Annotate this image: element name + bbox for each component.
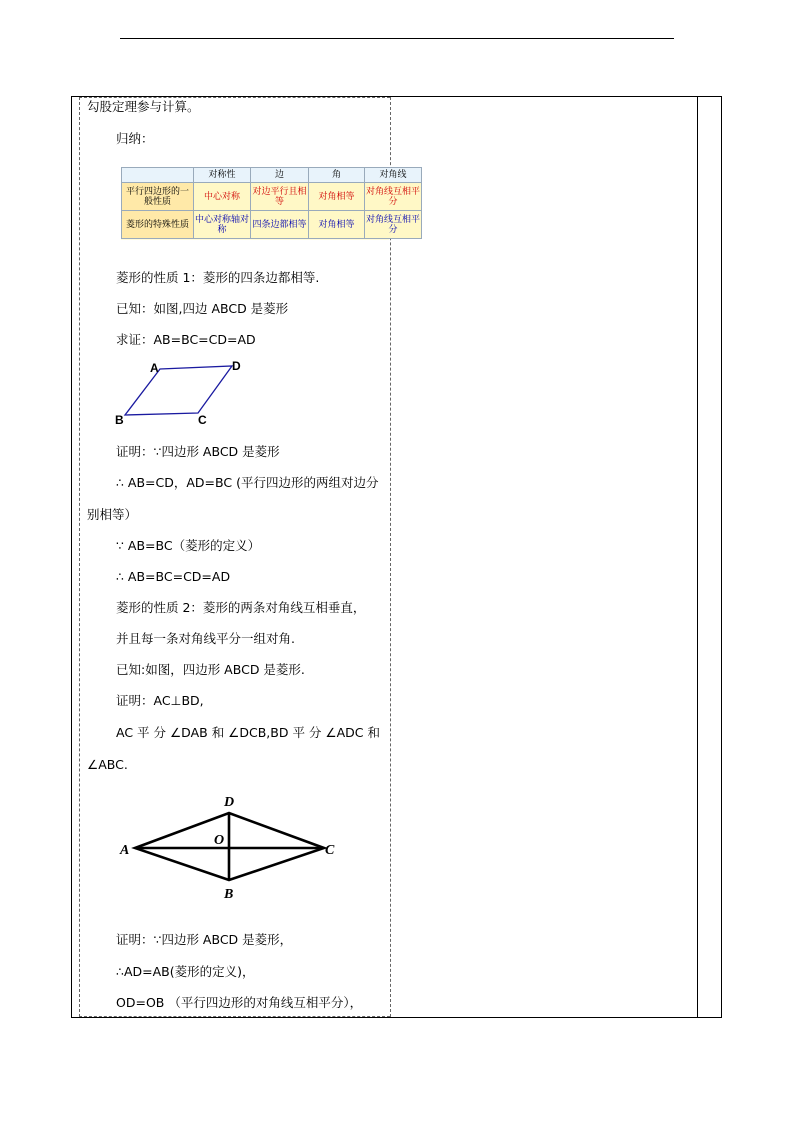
label-b: B: [115, 413, 124, 427]
table-cell: 对角线互相平分: [365, 183, 422, 211]
table-cell: 对边平行且相等: [251, 183, 309, 211]
text-line: 别相等）: [87, 507, 138, 522]
rhombus-shape: [125, 366, 232, 415]
text-line: 证明：∵四边形 ABCD 是菱形，: [116, 932, 293, 947]
table-header: 边: [251, 168, 309, 183]
rhombus-figure-1: [112, 355, 252, 427]
text-line: 并且每一条对角线平分一组对角.: [116, 631, 295, 646]
table-row: [122, 183, 422, 211]
label-a: A: [150, 361, 159, 375]
label-d: D: [232, 359, 241, 373]
text-line: 证明：AC⊥BD,: [116, 693, 204, 708]
label-c: C: [325, 843, 335, 858]
text-line: 菱形的性质 1：菱形的四条边都相等.: [116, 270, 320, 285]
text-line: ∴ AB=BC=CD=AD: [116, 569, 231, 584]
table-cell: 对角相等: [309, 211, 365, 239]
text-line: AC 平 分 ∠DAB 和 ∠DCB,BD 平 分 ∠ADC 和: [116, 725, 380, 740]
text-line: ∵ AB=BC（菱形的定义）: [116, 538, 261, 553]
rhombus-figure-2: [118, 790, 348, 902]
table-header: 对角线: [365, 168, 422, 183]
text-line: ∴AD=AB(菱形的定义)，: [116, 964, 255, 979]
label-o: O: [214, 833, 225, 848]
row-head: 平行四边形的一般性质: [122, 183, 194, 211]
row-head: 菱形的特殊性质: [122, 211, 194, 239]
table-cell: 中心对称轴对称: [194, 211, 251, 239]
table-cell: 对角线互相平分: [365, 211, 422, 239]
table-header: 对称性: [194, 168, 251, 183]
table-row: [122, 211, 422, 239]
text-line: 勾股定理参与计算。: [87, 99, 200, 114]
label-d: D: [224, 795, 235, 810]
table-cell: 对角相等: [309, 183, 365, 211]
label-b: B: [224, 887, 234, 902]
header-rule: [120, 38, 674, 39]
text-line: 菱形的性质 2：菱形的两条对角线互相垂直，: [116, 600, 366, 615]
text-line: 已知:如图，四边形 ABCD 是菱形.: [116, 662, 305, 677]
text-line: OD=OB （平行四边形的对角线互相平分），: [116, 995, 363, 1010]
text-line: ∠ABC.: [87, 757, 128, 772]
table-header: [122, 168, 194, 183]
label-a: A: [120, 843, 130, 858]
table-cell: 四条边都相等: [251, 211, 309, 239]
table-header: 角: [309, 168, 365, 183]
text-line: ∴ AB=CD，AD=BC (平行四边形的两组对边分: [116, 475, 379, 490]
text-line: 求证：AB=BC=CD=AD: [116, 332, 256, 347]
label-c: C: [198, 413, 207, 427]
table-cell: 中心对称: [194, 183, 251, 211]
summary-heading: 归纳：: [116, 131, 154, 146]
summary-table: [121, 167, 421, 240]
text-line: 已知：如图,四边 ABCD 是菱形: [116, 301, 289, 316]
text-line: 证明：∵四边形 ABCD 是菱形: [116, 444, 280, 459]
